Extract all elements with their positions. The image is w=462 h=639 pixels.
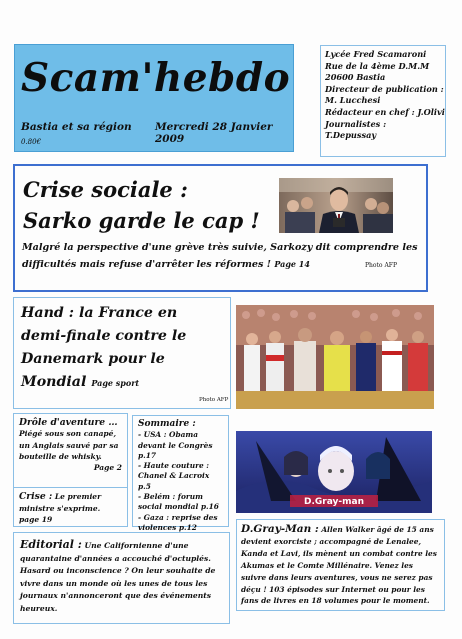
info-line: Lycée Fred Scamaroni [325,49,427,59]
masthead-region: Bastia et sa région [21,121,132,133]
headline-article[interactable] [13,164,428,292]
info-line: M. Lucchesi [325,95,381,106]
dgrayman-body: Allen Walker âgé de 15 ans devient exorciste ; accompagné de Lenalee, Kanda et Lavi, ils mènent un combat contre les Akumas et le Comte Millénaire. Venez les suivre dans leurs aventures, vous ne serez pas déçu ! 103 épisodes sur Internet ou pour les fans de livres en 18 volumes pour le moment. [241,525,437,606]
drole-page-ref: Page 2 [93,462,122,472]
info-line: Directeur de publication : [325,83,444,94]
dgrayman-logo: D.Gray-man [304,497,364,507]
editorial-article[interactable] [13,532,230,624]
crise-body: Le premier ministre s'exprime. page 19 [19,492,102,524]
publication-info [320,45,446,157]
crise-article[interactable] [13,487,128,527]
drole-article[interactable] [13,413,128,488]
headline-lead-text: Malgré la perspective d'une grève très suivie, Sarkozy dit comprendre les difficultés mais refuse d'arrêter les réformes ! [22,242,418,270]
info-line: Journalistes : [325,118,387,129]
hand-title [21,302,226,395]
masthead [14,44,294,152]
headline-photo-credit: Photo AFP [365,262,397,269]
headline-title-line1: Crise sociale : [23,177,188,202]
dgrayman-heading: D.Gray-Man : [241,523,319,535]
masthead-date: Mercredi 28 Janvier 2009 [155,121,273,145]
dgrayman-article[interactable] [236,519,445,611]
hand-photo-credit: Photo AFP [199,397,229,403]
sarkozy-photo [279,178,393,233]
sommaire-item[interactable]: - Gaza : reprise des violences p.12 [138,512,218,532]
sommaire-box [132,415,229,532]
newspaper-title: Scam'hebdo [21,55,291,101]
hand-article[interactable] [13,297,231,409]
headline-page-ref: Page 14 [274,259,310,269]
crise-heading: Crise : [19,491,53,502]
sommaire-heading: Sommaire : [138,419,196,429]
masthead-price: 0.80€ [21,138,42,146]
handball-photo [236,305,434,409]
headline-title-line2: Sarko garde le cap ! [23,208,260,233]
sommaire-item[interactable]: - Haute couture : Chanel & Lacroix p.5 [138,461,210,491]
sommaire-item[interactable]: - Belém : forum social mondial p.16 [138,492,219,512]
hand-title-text: Hand : la France en demi-finale contre le Danemark pour le Mondial [21,305,187,390]
headline-lead [22,239,422,273]
drole-body: Piégé sous son canapé, un Anglais sauvé par sa bouteille de whisky. [19,429,119,461]
headline-title [23,174,260,236]
dgrayman-image [236,431,432,513]
hand-page-ref: Page sport [91,378,140,388]
info-line: T.Depussay [325,130,377,141]
info-line: Rédacteur en chef : J.Olivi [325,106,445,117]
info-line: 20600 Bastia [325,72,386,83]
drole-heading: Drôle d'aventure … [19,417,118,428]
sommaire-item[interactable]: - USA : Obama devant le Congrès p.17 [138,430,213,460]
editorial-body: Une Californienne d'une quarantaine d'années a accouché d'octuplés. Hasard ou inconscience ? On leur souhaite de vivre dans un monde où les unes de tous les journaux n'annonceront que des événements heureux. [20,541,216,613]
info-line: Rue de la 4ème D.M.M [325,60,430,71]
editorial-heading: Editorial : [20,538,82,551]
